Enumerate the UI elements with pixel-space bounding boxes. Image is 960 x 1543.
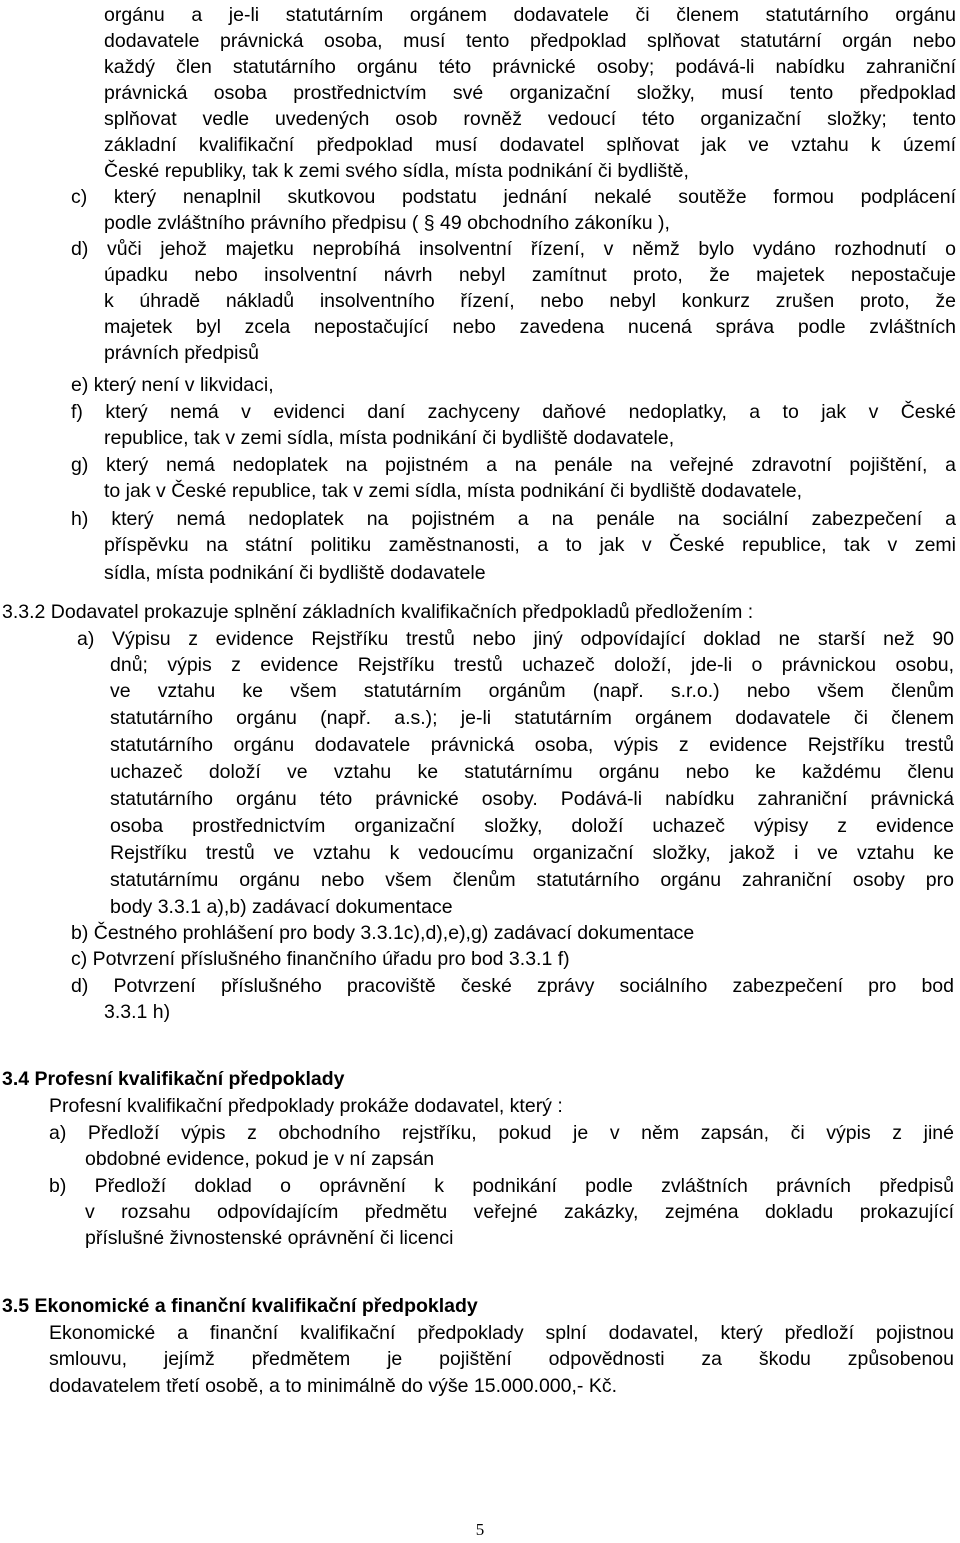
text-line: 3.3.1 h) bbox=[104, 1001, 171, 1023]
text-line: právních předpisů bbox=[104, 342, 260, 364]
text-line: body 3.3.1 a),b) zadávací dokumentace bbox=[110, 896, 453, 918]
list-item-h: h) který nemá nedoplatek na pojistném a na penále na sociální zabezpečení a bbox=[71, 508, 956, 530]
text-line: dodavatelem třetí osobě, a to minimálně do výše 15.000.000,- Kč. bbox=[49, 1375, 617, 1397]
section-heading-3-5: 3.5 Ekonomické a finanční kvalifikační předpoklady bbox=[2, 1295, 478, 1317]
text-line: majetek byl zcela nepostačující nebo zavedena nucená správa podle zvláštních bbox=[104, 316, 956, 338]
text-line: dodavatele právnická osoba, musí tento předpoklad splňovat statutární orgán nebo bbox=[104, 30, 956, 52]
text-line: splňovat vedle uvedených osob rovněž vedoucí této organizační složky; tento bbox=[104, 108, 956, 130]
list-item-f: f) který nemá v evidenci daní zachyceny daňové nedoplatky, a to jak v České bbox=[71, 401, 956, 423]
text-line: statutárního orgánu dodavatele právnická osoba, výpis z evidence Rejstříku trestů bbox=[110, 734, 954, 756]
text-line: základní kvalifikační předpoklad musí dodavatel splňovat jak ve vztahu k území bbox=[104, 134, 956, 156]
text-line: republice, tak v zemi sídla, místa podnikání či bydliště dodavatele, bbox=[104, 427, 675, 449]
text-line: úpadku nebo insolventní návrh nebyl zamítnut proto, že majetek nepostačuje bbox=[104, 264, 956, 286]
list-item-g: g) který nemá nedoplatek na pojistném a na penále na veřejné zdravotní pojištění, a bbox=[71, 454, 956, 476]
text-line: Profesní kvalifikační předpoklady prokáže dodavatel, který : bbox=[49, 1095, 563, 1117]
list-item-a: a) Předloží výpis z obchodního rejstříku, pokud je v něm zapsán, či výpis z jiné bbox=[49, 1122, 954, 1144]
page-number: 5 bbox=[475, 1520, 485, 1539]
text-line: statutárního orgánu této právnické osoby. Podává-li nabídku zahraniční právnická bbox=[110, 788, 954, 810]
section-heading-3-3-2: 3.3.2 Dodavatel prokazuje splnění základních kvalifikačních předpokladů předložením : bbox=[2, 601, 754, 623]
list-item-b: b) Předloží doklad o oprávnění k podnikání podle zvláštních právních předpisů bbox=[49, 1175, 954, 1197]
text-line: smlouvu, jejímž předmětem je pojištění odpovědnosti za škodu způsobenou bbox=[49, 1348, 954, 1370]
text-line: právnická osoba prostřednictvím své organizační složky, musí tento předpoklad bbox=[104, 82, 956, 104]
text-line: to jak v České republice, tak v zemi sídla, místa podnikání či bydliště dodavatele, bbox=[104, 480, 803, 502]
text-line: statutárnímu orgánu nebo všem členům statutárního orgánu zahraniční osoby pro bbox=[110, 869, 954, 891]
text-line: dnů; výpis z evidence Rejstříku trestů uchazeč doloží, jde-li o právnickou osobu, bbox=[110, 654, 954, 676]
text-line: osoba prostřednictvím organizační složky, doloží uchazeč výpisy z evidence bbox=[110, 815, 954, 837]
text-line: ve vztahu ke všem statutárním orgánům (např. s.r.o.) nebo všem členům bbox=[110, 680, 954, 702]
text-line: statutárního orgánu (např. a.s.); je-li statutárním orgánem dodavatele či členem bbox=[110, 707, 954, 729]
text-line: podle zvláštního právního předpisu ( § 49 obchodního zákoníku ), bbox=[104, 212, 670, 234]
text-line: České republiky, tak k zemi svého sídla, místa podnikání či bydliště, bbox=[104, 160, 689, 182]
text-line: k úhradě nákladů insolventního řízení, nebo nebyl konkurz zrušen proto, že bbox=[104, 290, 956, 312]
text-line: každý člen statutárního orgánu této právnické osoby; podává-li nabídku zahraniční bbox=[104, 56, 956, 78]
text-line: obdobné evidence, pokud je v ní zapsán bbox=[85, 1148, 435, 1170]
text-line: Ekonomické a finanční kvalifikační předpoklady splní dodavatel, který předloží pojistnou bbox=[49, 1322, 954, 1344]
list-item-d: d) vůči jehož majetku neprobíhá insolventní řízení, v němž bylo vydáno rozhodnutí o bbox=[71, 238, 956, 260]
list-item-d: d) Potvrzení příslušného pracoviště české zprávy sociálního zabezpečení pro bod bbox=[71, 975, 954, 997]
list-item-c: c) který nenaplnil skutkovou podstatu jednání nekalé soutěže formou podplácení bbox=[71, 186, 956, 208]
text-line: příslušné živnostenské oprávnění či licenci bbox=[85, 1227, 454, 1249]
text-line: orgánu a je-li statutárním orgánem dodavatele či členem statutárního orgánu bbox=[104, 4, 956, 26]
text-line: uchazeč doloží ve vztahu ke statutárnímu orgánu nebo ke každému členu bbox=[110, 761, 954, 783]
text-line: sídla, místa podnikání či bydliště dodavatele bbox=[104, 562, 486, 584]
text-line: Rejstříku trestů ve vztahu k vedoucímu organizační složky, jakož i ve vztahu ke bbox=[110, 842, 954, 864]
list-item-c: c) Potvrzení příslušného finančního úřadu pro bod 3.3.1 f) bbox=[71, 948, 570, 970]
list-item-b: b) Čestného prohlášení pro body 3.3.1c),d),e),g) zadávací dokumentace bbox=[71, 922, 695, 944]
text-line: příspěvku na státní politiku zaměstnanosti, a to jak v České republice, tak v zemi bbox=[104, 534, 956, 556]
list-item-e: e) který není v likvidaci, bbox=[71, 374, 274, 396]
section-heading-3-4: 3.4 Profesní kvalifikační předpoklady bbox=[2, 1068, 345, 1090]
list-item-a: a) Výpisu z evidence Rejstříku trestů nebo jiný odpovídající doklad ne starší než 90 bbox=[77, 628, 954, 650]
text-line: v rozsahu odpovídajícím předmětu veřejné zakázky, zejména dokladu prokazující bbox=[85, 1201, 954, 1223]
